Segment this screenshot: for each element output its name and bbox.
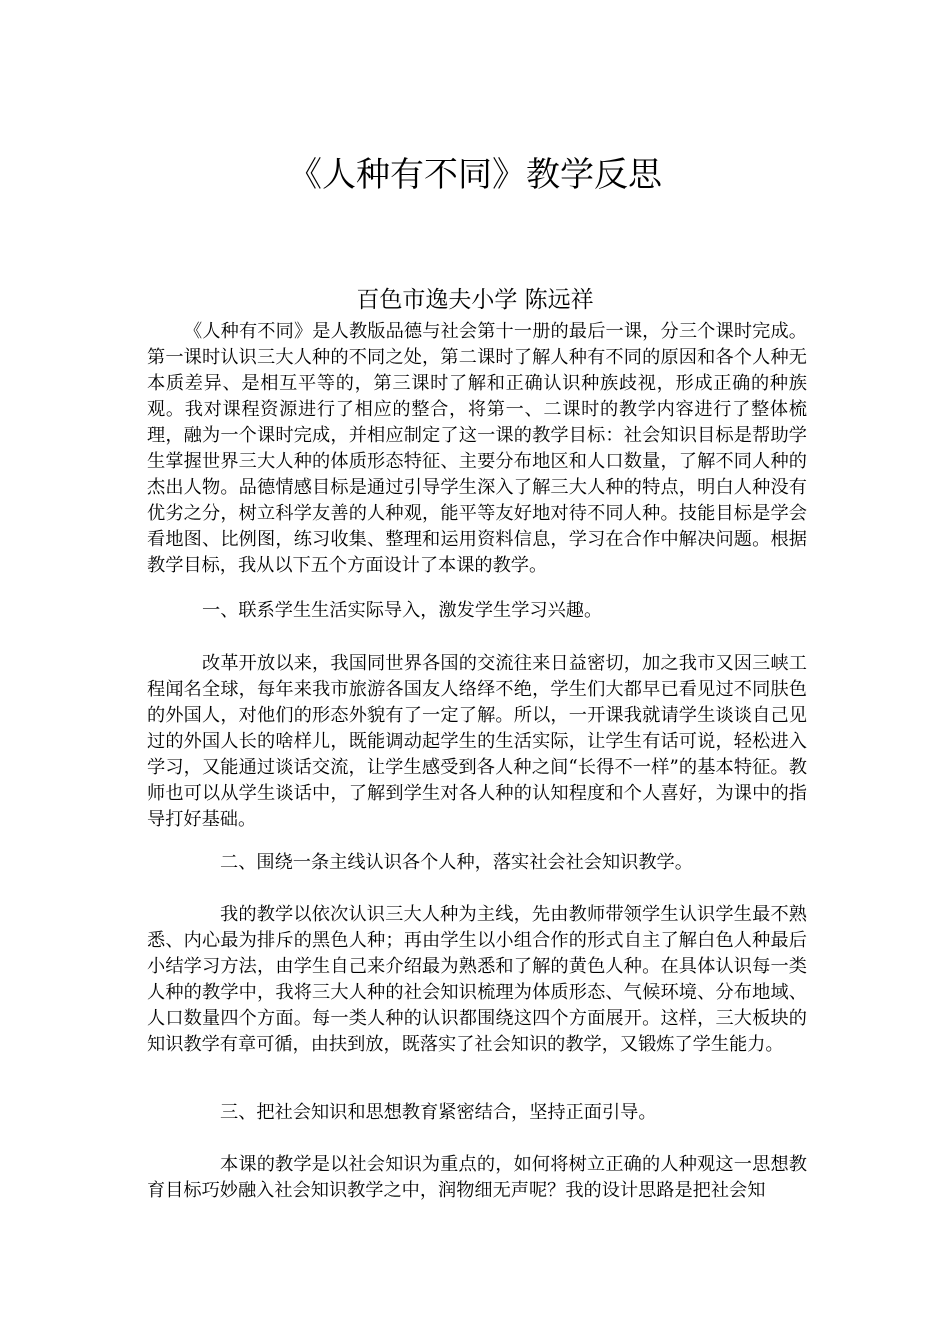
section-heading-1: 一、联系学生生活实际导入，激发学生学习兴趣。 (202, 600, 603, 621)
section-paragraph-1: 改革开放以来，我国同世界各国的交流往来日益密切，加之我市又因三峡工程闻名全球，每年来我市旅游各国友人络绎不绝，学生们大都早已看见过不同肤色的外国人，对他们的形态外貌有了一定了解。所以，一开课我就请学生谈谈自己见过的外国人长的啥样儿，既能调动起学生的生活实际，让学生有话可说，轻松进入学习，又能通过谈话交流，让学生感受到各人种之间“长得不一样”的基本特征。教师也可以从学生谈话中，了解到学生对各人种的认知程度和个人喜好，为课中的指导打好基础。 (147, 653, 807, 830)
section-paragraph-3: 本课的教学是以社会知识为重点的，如何将树立正确的人种观这一思想教育目标巧妙融入社会知识教学之中，润物细无声呢？我的设计思路是把社会知 (147, 1154, 807, 1201)
author-line: 百色市逸夫小学 陈远祥 (356, 287, 594, 313)
section-heading-2: 二、围绕一条主线认识各个人种，落实社会社会知识教学。 (220, 852, 693, 873)
section-paragraph-2: 我的教学以依次认识三大人种为主线，先由教师带领学生认识学生最不熟悉、内心最为排斥的黑色人种；再由学生以小组合作的形式自主了解白色人种最后小结学习方法，由学生自己来介绍最为熟悉和了解的黄色人种。在具体认识每一类人种的教学中，我将三大人种的社会知识梳理为体质形态、气候环境、分布地域、人口数量四个方面。每一类人种的认识都围绕这四个方面展开。这样，三大板块的知识教学有章可循，由扶到放，既落实了社会知识的教学，又锻炼了学生能力。 (147, 904, 807, 1055)
intro-paragraph: 《人种有不同》是人教版品德与社会第十一册的最后一课，分三个课时完成。第一课时认识三大人种的不同之处，第二课时了解人种有不同的原因和各个人种无本质差异、是相互平等的，第三课时了解和正确认识种族歧视，形成正确的种族观。我对课程资源进行了相应的整合，将第一、二课时的教学内容进行了整体梳理，融为一个课时完成，并相应制定了这一课的教学目标：社会知识目标是帮助学生掌握世界三大人种的体质形态特征、主要分布地区和人口数量，了解不同人种的杰出人物。品德情感目标是通过引导学生深入了解三大人种的特点，明白人种没有优劣之分，树立科学友善的人种观，能平等友好地对待不同人种。技能目标是学会看地图、比例图，练习收集、整理和运用资料信息，学习在合作中解决问题。根据教学目标，我从以下五个方面设计了本课的教学。 (147, 321, 807, 576)
section-heading-3: 三、把社会知识和思想教育紧密结合，坚持正面引导。 (220, 1102, 657, 1123)
document-title: 《人种有不同》教学反思 (288, 155, 662, 195)
